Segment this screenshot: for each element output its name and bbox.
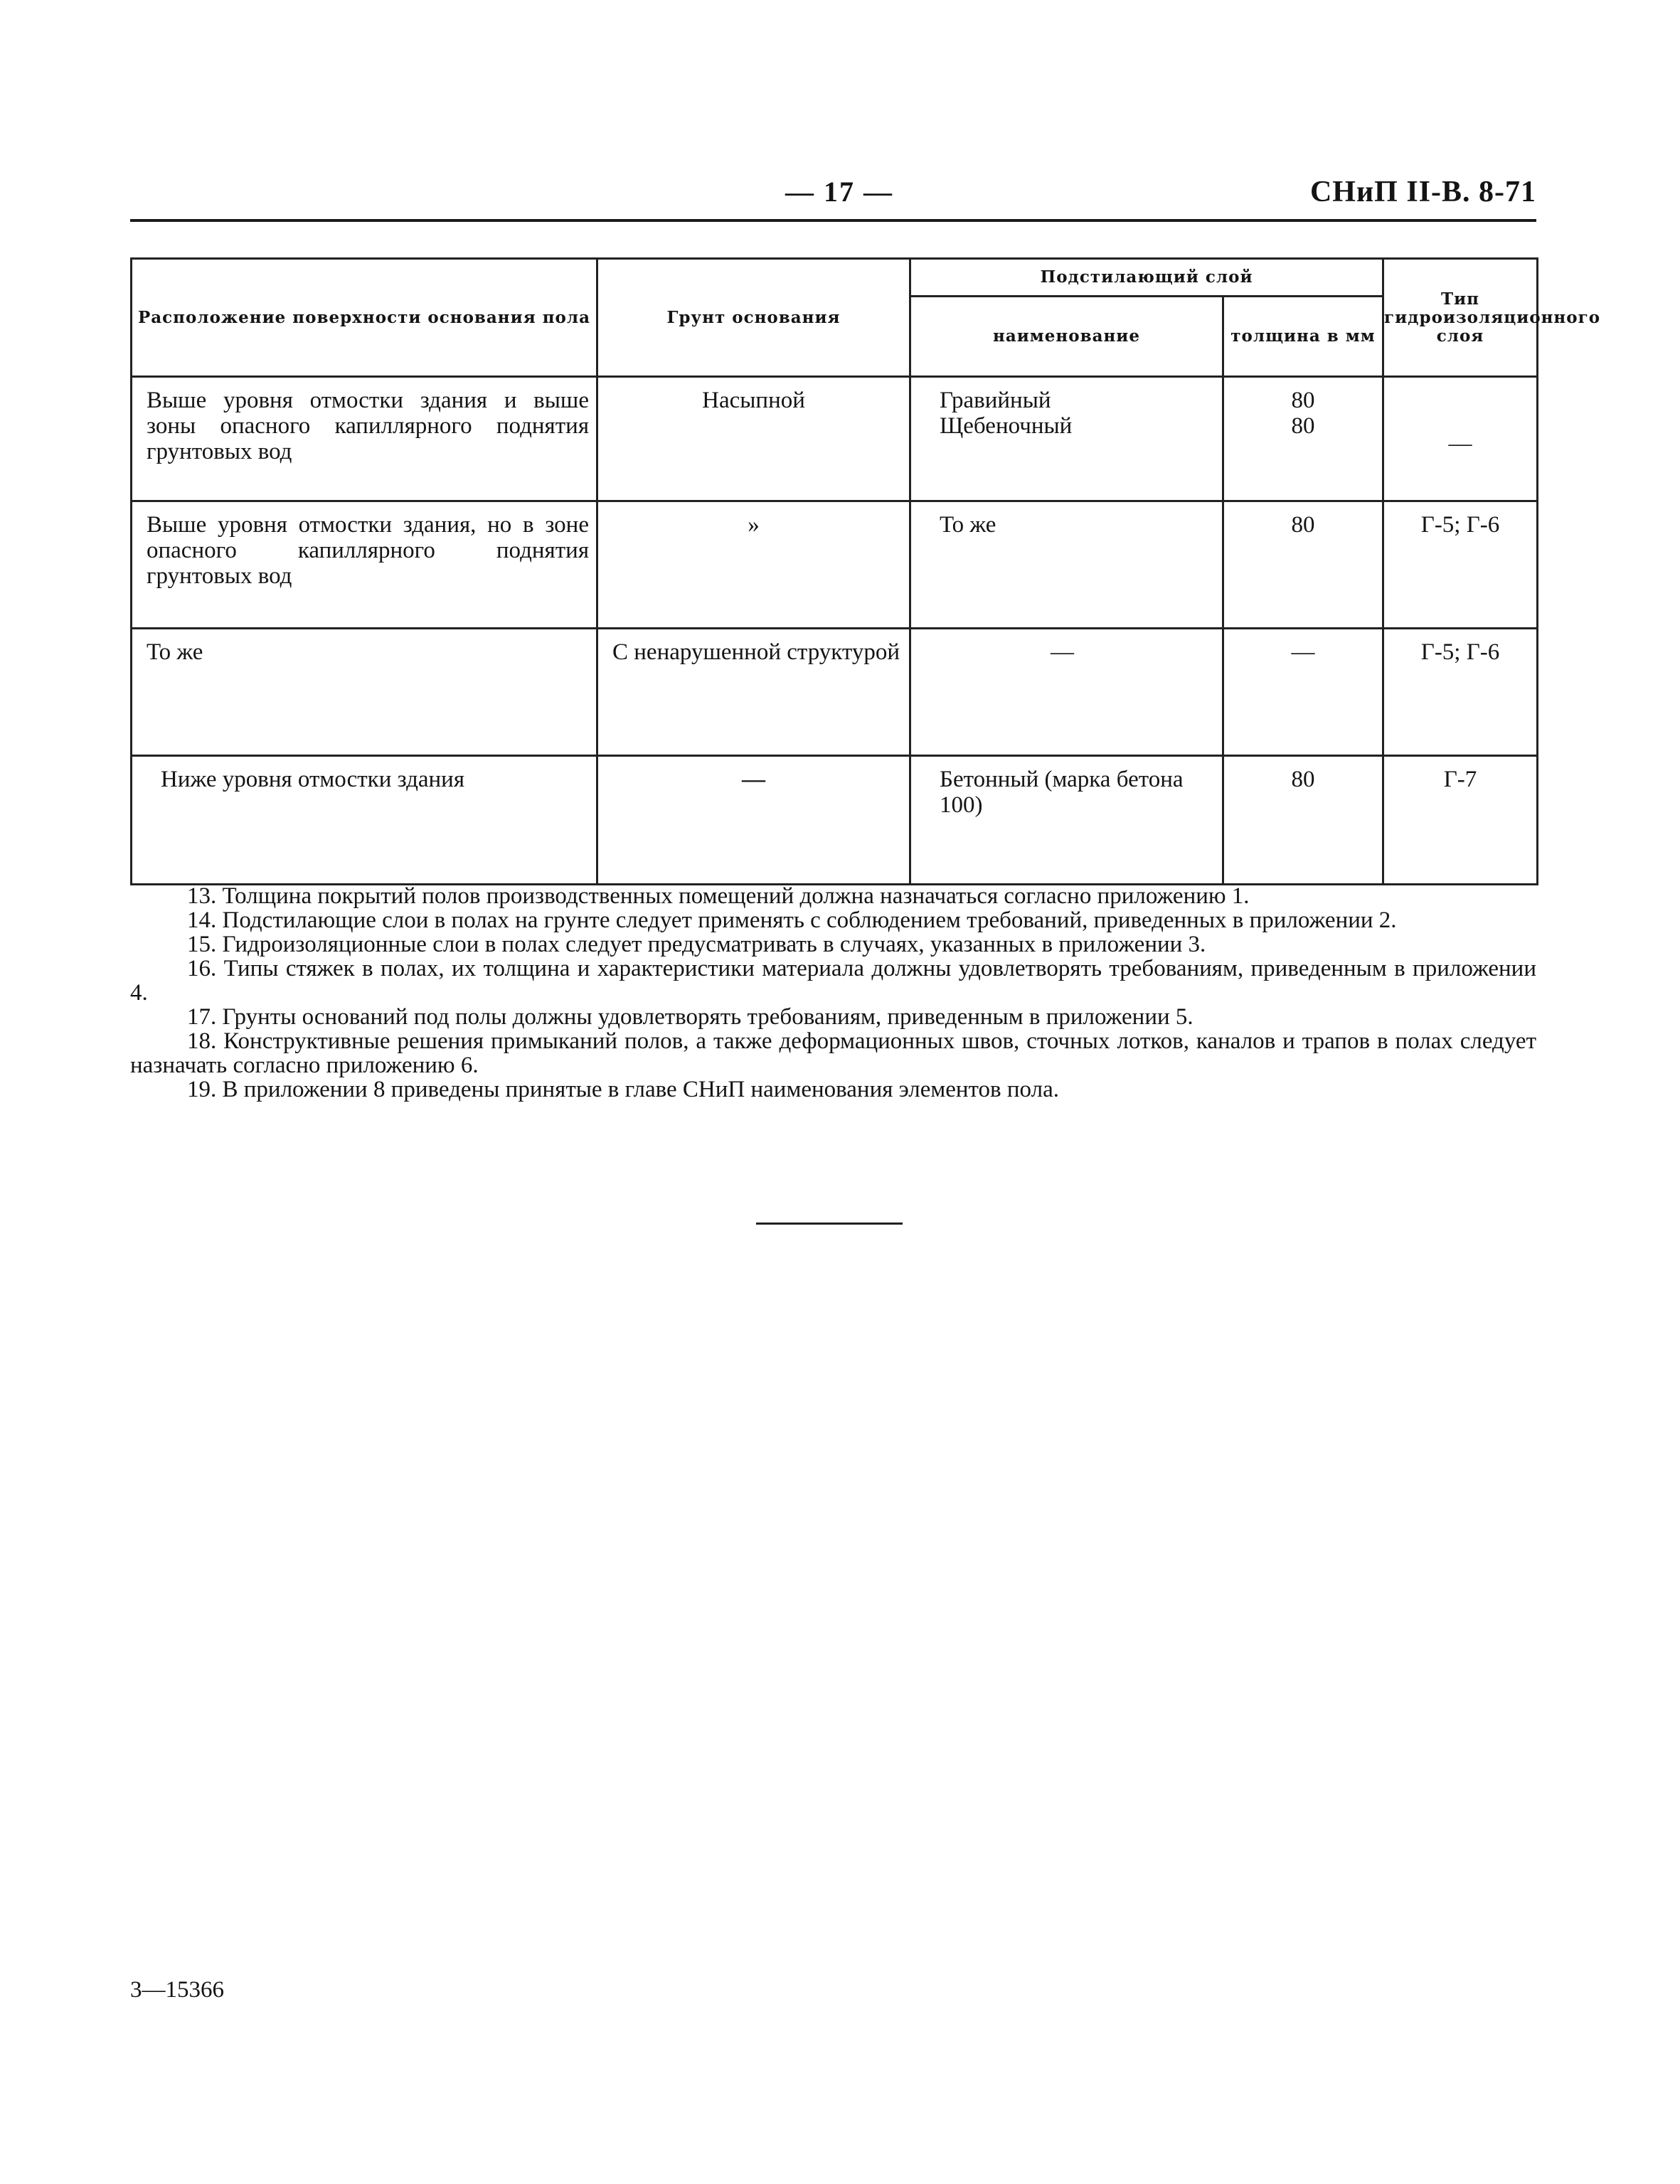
- table-header-row: [132, 259, 1538, 297]
- cell-thickness-line: 80: [1291, 388, 1315, 413]
- document-code: СНиП II-В. 8-71: [1309, 176, 1536, 208]
- cell-location-text: То же: [147, 639, 203, 665]
- header-location: Расположение поверхности основания пола: [132, 259, 597, 377]
- note-paragraph: 17. Грунты оснований под полы должны удовлетворять требованиям, приведенным в приложении 5.: [187, 1004, 1193, 1030]
- floor-base-table: [130, 257, 1601, 885]
- cell-thickness: —: [1223, 629, 1383, 756]
- cell-thickness: 80: [1223, 756, 1383, 885]
- page-number: — 17 —: [785, 176, 893, 208]
- cell-location: [132, 756, 597, 885]
- table-row: [132, 501, 1538, 629]
- cell-name-line: Щебеночный: [940, 413, 1073, 439]
- section-end-rule: [756, 1222, 903, 1225]
- cell-soil: —: [597, 756, 910, 885]
- note-paragraph: 16. Типы стяжек в полах, их толщина и характеристики материала должны удовлетворять требованиям, приведенным в приложении 4.: [130, 956, 1536, 1006]
- footer-print-code: 3—15366: [130, 1977, 224, 2003]
- table-row: [132, 629, 1538, 756]
- cell-name-line: Гравийный: [940, 388, 1051, 413]
- cell-name: Бетонный (марка бетона 100): [910, 756, 1223, 885]
- cell-name: То же: [910, 501, 1223, 629]
- cell-soil: »: [597, 501, 910, 629]
- cell-thickness-line: 80: [1291, 413, 1315, 439]
- cell-soil: Насыпной: [597, 377, 910, 501]
- cell-type: Г-5; Г-6: [1383, 629, 1538, 756]
- cell-type-value: —: [1448, 431, 1472, 457]
- cell-name: —: [910, 629, 1223, 756]
- cell-location: [132, 501, 597, 629]
- cell-thickness: [1223, 377, 1383, 501]
- table-row: [132, 756, 1538, 885]
- cell-type: Г-7: [1383, 756, 1538, 885]
- cell-location-text: Ниже уровня отмостки здания: [161, 767, 465, 792]
- cell-thickness: 80: [1223, 501, 1383, 629]
- cell-name: [910, 377, 1223, 501]
- cell-location-text: Выше уровня отмостки здания, но в зоне опасного капиллярного поднятия грунтовых вод: [147, 512, 589, 589]
- cell-location-text: Выше уровня отмостки здания и выше зоны опасного капиллярного поднятия грунтовых вод: [147, 388, 589, 464]
- cell-soil: С ненарушенной структурой: [597, 629, 910, 756]
- notes-section: [130, 884, 1536, 1102]
- header-rule: [130, 219, 1536, 222]
- header-underlayer: Подстилающий слой: [910, 259, 1383, 297]
- table-row: [132, 377, 1538, 501]
- cell-type: Г-5; Г-6: [1383, 501, 1538, 629]
- note-paragraph: 19. В приложении 8 приведены принятые в главе СНиП наименования элементов пола.: [187, 1077, 1059, 1102]
- header-waterproof-type: Тип гидроизоляционного слоя: [1383, 259, 1538, 377]
- note-paragraph: 14. Подстилающие слои в полах на грунте следует применять с соблюдением требований, приведенных в приложении 2.: [187, 907, 1397, 933]
- header-name: наименование: [910, 297, 1223, 377]
- cell-location: [132, 377, 597, 501]
- note-paragraph: 15. Гидроизоляционные слои в полах следует предусматривать в случаях, указанных в приложении 3.: [187, 932, 1206, 957]
- header-thickness: толщина в мм: [1223, 297, 1383, 377]
- cell-location: [132, 629, 597, 756]
- note-paragraph: 13. Толщина покрытий полов производственных помещений должна назначаться согласно приложению 1.: [187, 883, 1250, 909]
- header-soil: Грунт основания: [597, 259, 910, 377]
- cell-type: [1383, 377, 1538, 501]
- note-paragraph: 18. Конструктивные решения примыканий полов, а также деформационных швов, сточных лотков, каналов и трапов в полах следует назначать согласно приложению 6.: [130, 1028, 1536, 1078]
